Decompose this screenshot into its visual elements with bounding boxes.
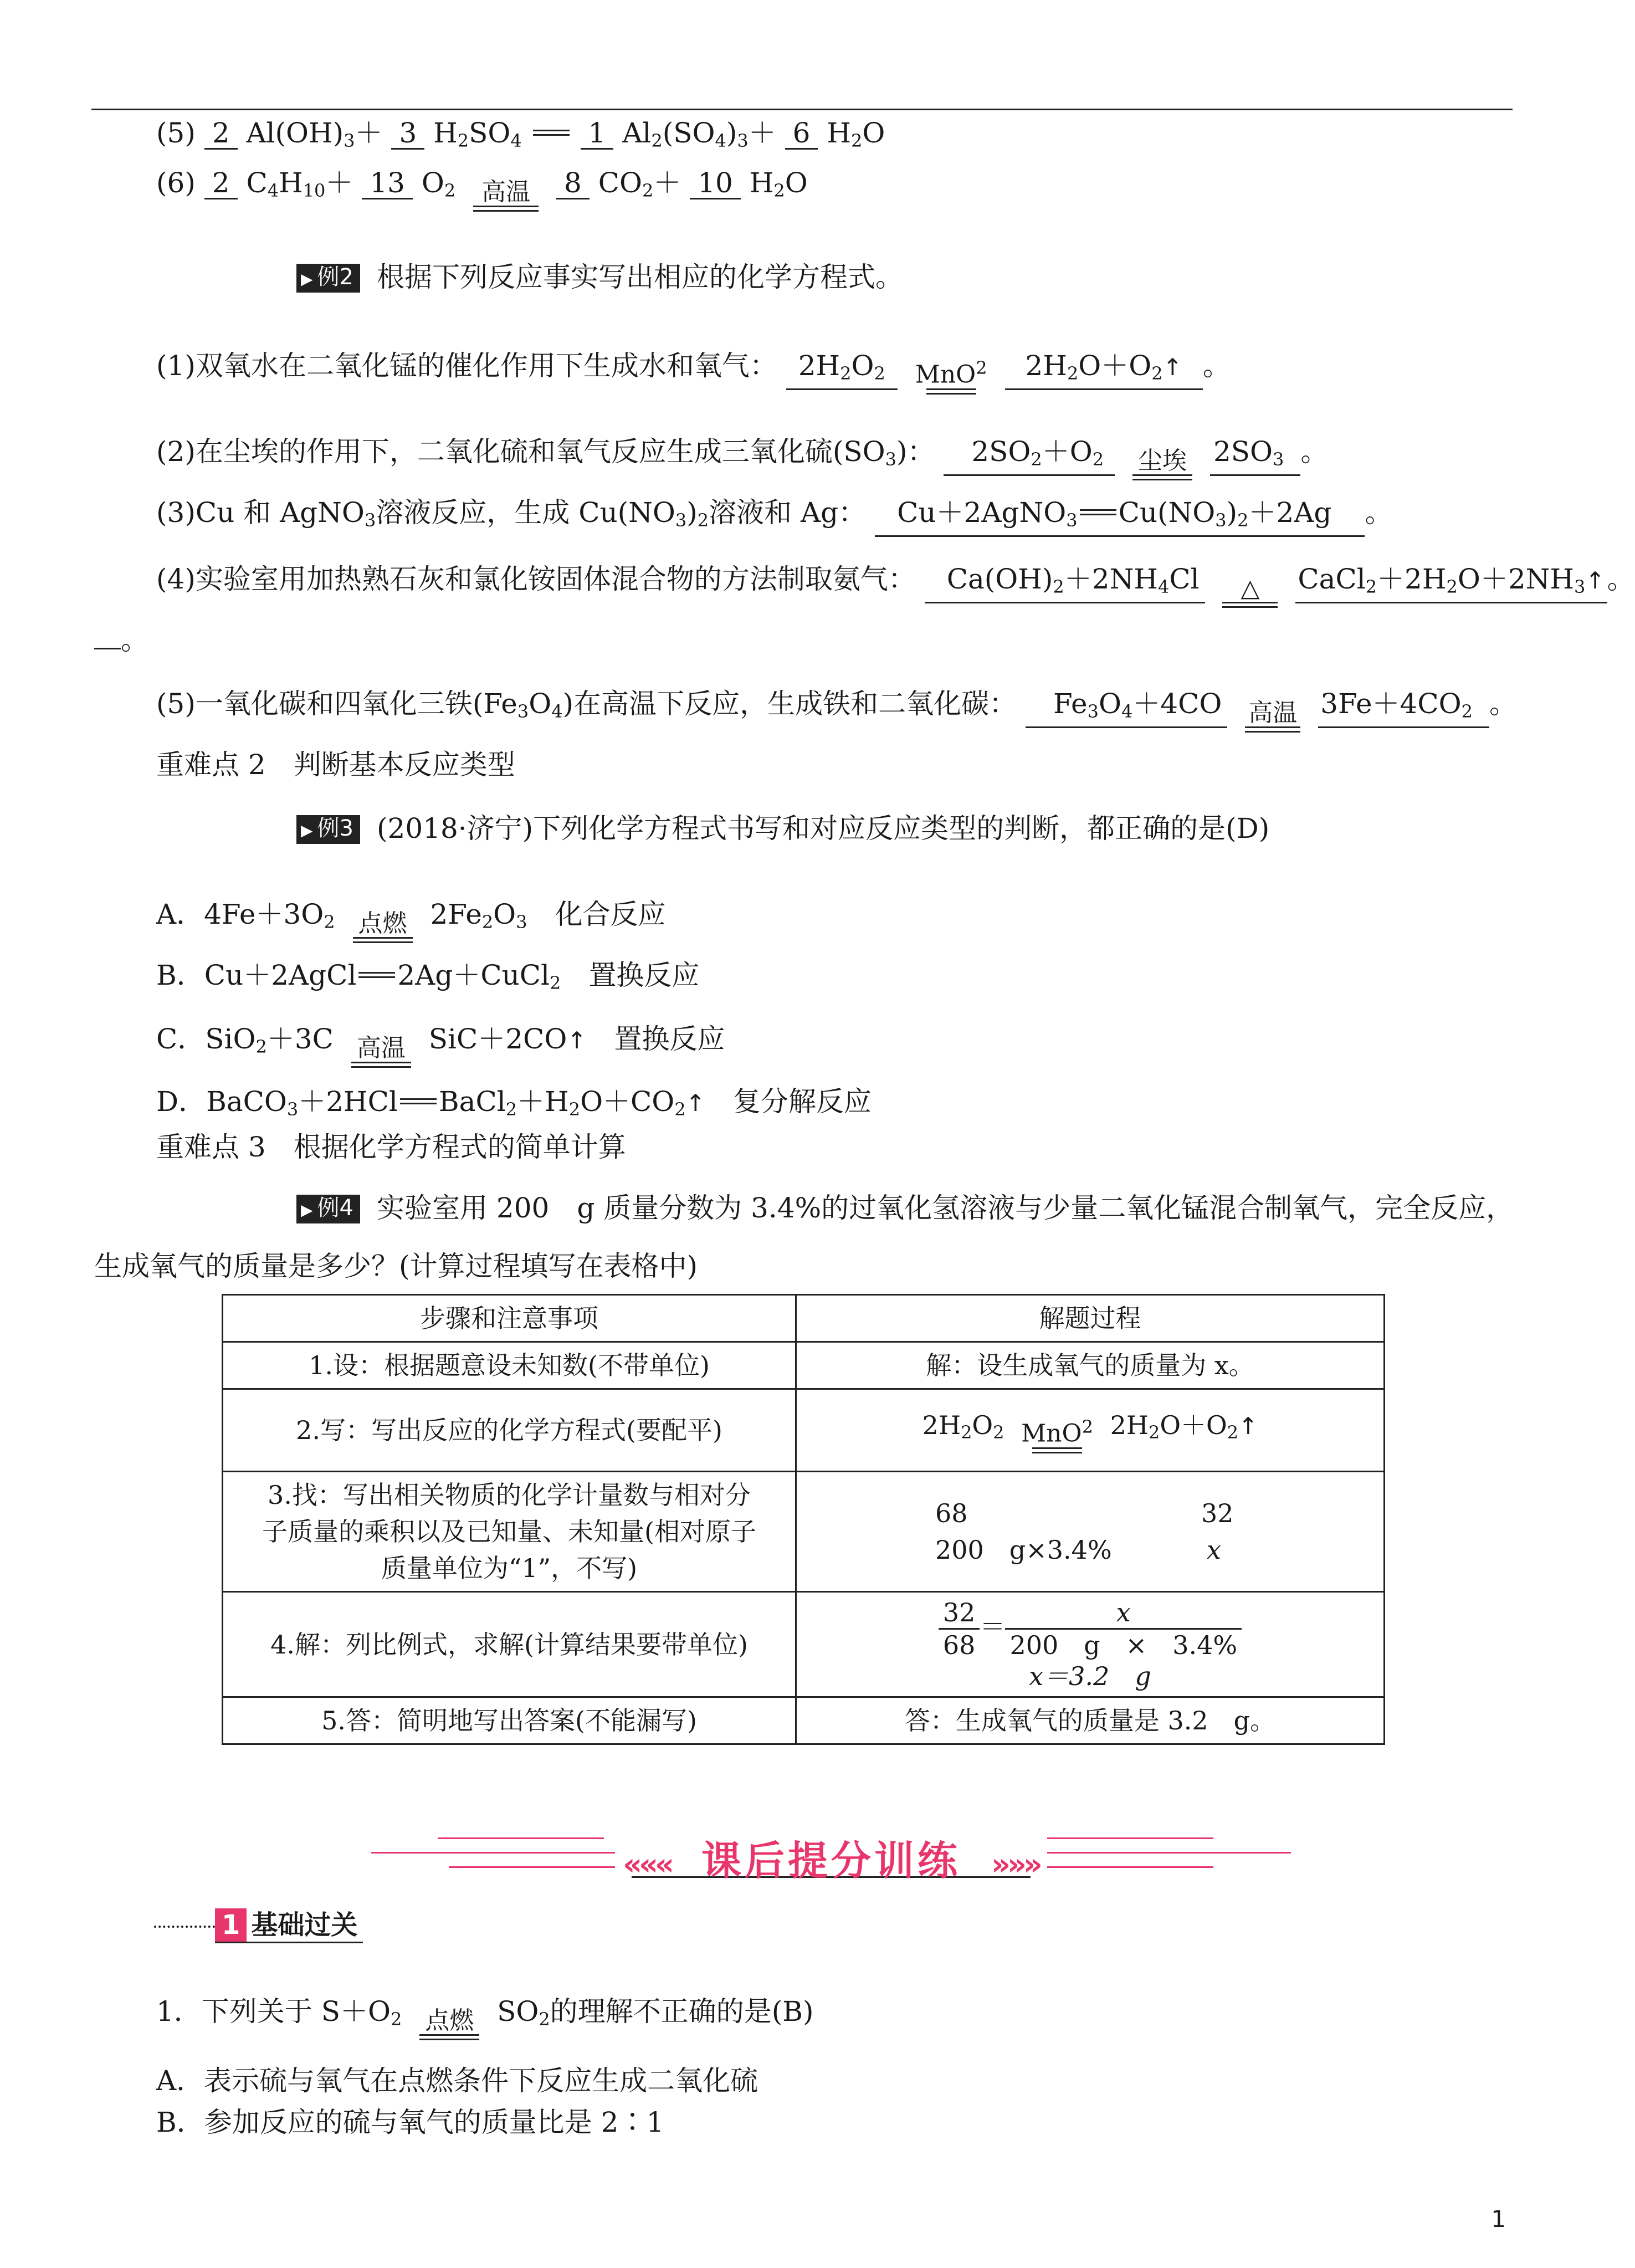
option-d: D．BaCO$_3$＋2HCl $BaCl_2+H_2O+CO_2↑$ 复分解反应 bbox=[156, 1086, 872, 1120]
example-2-heading: ▶ 例2 根据下列反应事实写出相应的化学方程式。 bbox=[296, 260, 903, 294]
table-header-process: 解题过程 bbox=[796, 1295, 1385, 1342]
example-4-heading: ▶ 例4 实验室用 200 g 质量分数为 3.4%的过氧化氢溶液与少量二氧化锰混合制氧气，完全反应， bbox=[296, 1191, 1514, 1225]
page-number: 1 bbox=[1491, 2205, 1506, 2233]
table-row: 5.答：简明地写出答案(不能漏写) 答：生成氧气的质量是 3.2 g。 bbox=[223, 1697, 1385, 1744]
table-row: 3.找：写出相关物质的化学计量数与相对分 子质量的乘积以及已知量、未知量(相对原子 质量单位为“1”，不写) 68 32 200 g×3.4% x bbox=[223, 1472, 1385, 1592]
chevrons-left-icon: ««« bbox=[623, 1847, 671, 1882]
table-row: 1.设：根据题意设未知数(不带单位) 解：设生成氧气的质量为 x。 bbox=[223, 1342, 1385, 1389]
option-a: A．$4Fe+3O_2$ 点燃 $2Fe_2O_3$ 化合反应 bbox=[156, 898, 666, 943]
chevrons-right-icon: »»» bbox=[991, 1847, 1039, 1882]
example-2-q5: (5)一氧化碳和四氧化三铁$(Fe_3O_4)$在高温下反应，生成铁和二氧化碳： $Fe_3O_4+4CO$ 高温 $3Fe+4CO_2$ 。 bbox=[156, 687, 1517, 733]
section-banner bbox=[371, 1823, 1291, 1884]
example-2-q4-continuation: 。 bbox=[94, 623, 148, 657]
question-1: 1．下列关于 $S+O_2$ 点燃 $SO_2$的理解不正确的是(B) bbox=[156, 1995, 814, 2040]
example-4-text-cont: 生成氧气的质量是多少？(计算过程填写在表格中) bbox=[94, 1250, 698, 1282]
example-tag: ▶ 例4 bbox=[296, 1195, 360, 1223]
example-2-q4: (4)实验室用加热熟石灰和氯化铵固体混合物的方法制取氨气： $Ca(OH)_2+2NH_4Cl$ △ $CaCl_2+2H_2O+2NH_3↑$。 bbox=[156, 562, 1635, 608]
question-1-option-b: B．参加反应的硫与氧气的质量比是 2∶1 bbox=[156, 2106, 664, 2138]
table-row: 4.解：列比例式，求解(计算结果要带单位) $\frac{32}{68}$ ＝ $\frac{x}{200 g \times 3.4\%}$ x＝3.2 g bbox=[223, 1592, 1385, 1697]
header-rule bbox=[91, 109, 1513, 110]
calculation-table bbox=[222, 1294, 1385, 1745]
example-2-q3: (3)Cu 和 AgNO$_3$溶液反应，生成 $Cu(NO_3)_2$溶液和 Ag： Cu＋2AgNO$_3$ $Cu(NO_3)_2+2Ag$ 。 bbox=[156, 496, 1392, 537]
question-1-option-a: A．表示硫与氧气在点燃条件下反应生成二氧化硫 bbox=[156, 2065, 758, 2097]
example-tag: ▶ 例2 bbox=[296, 264, 360, 293]
table-row bbox=[223, 1295, 1385, 1342]
example-3-heading: ▶ 例3 (2018·济宁)下列化学方程式书写和对应反应类型的判断，都正确的是(D) bbox=[296, 812, 1269, 845]
key-point-3: 重难点 3 根据化学方程式的简单计算 bbox=[156, 1131, 626, 1163]
example-2-q2: (2)在尘埃的作用下，二氧化硫和氧气反应生成三氧化硫$(SO_3)$： $2SO_2+O_2$ 尘埃 $2SO_3$ 。 bbox=[156, 435, 1328, 480]
table-row: 2.写：写出反应的化学方程式(要配平) $2H_2O_2$ MnO$^2$ $2H_2O+O_2↑$ bbox=[223, 1389, 1385, 1472]
option-c: C．SiO$_2$＋3C 高温 SiC＋2CO↑ 置换反应 bbox=[156, 1022, 725, 1068]
key-point-2: 重难点 2 判断基本反应类型 bbox=[156, 749, 515, 781]
basic-level-heading: 1 基础过关 bbox=[154, 1908, 363, 1943]
equation-5: (5) 2 $Al(OH)_3+ 3$ $H_2SO_4$ 1 $Al_2(SO_4)_3+ 6$ $H_2O$ bbox=[156, 117, 885, 151]
equation-6: (6) 2 $C_4H_{10}+ 13$ $O_2$ 高温 8 $CO_2+ 10$ $H_2O$ bbox=[156, 166, 808, 212]
example-2-q1: (1)双氧水在二氧化锰的催化作用下生成水和氧气： $2H_2O_2$ MnO$^2$ $2H_2O+O_2↑$ 。 bbox=[156, 349, 1231, 395]
table-header-steps: 步骤和注意事项 bbox=[223, 1295, 796, 1342]
section-title: 课后提分训练 bbox=[701, 1837, 961, 1884]
option-b: B．Cu＋2AgCl 2Ag＋CuCl$_2$ 置换反应 bbox=[156, 959, 700, 994]
example-tag: ▶ 例3 bbox=[296, 815, 360, 844]
